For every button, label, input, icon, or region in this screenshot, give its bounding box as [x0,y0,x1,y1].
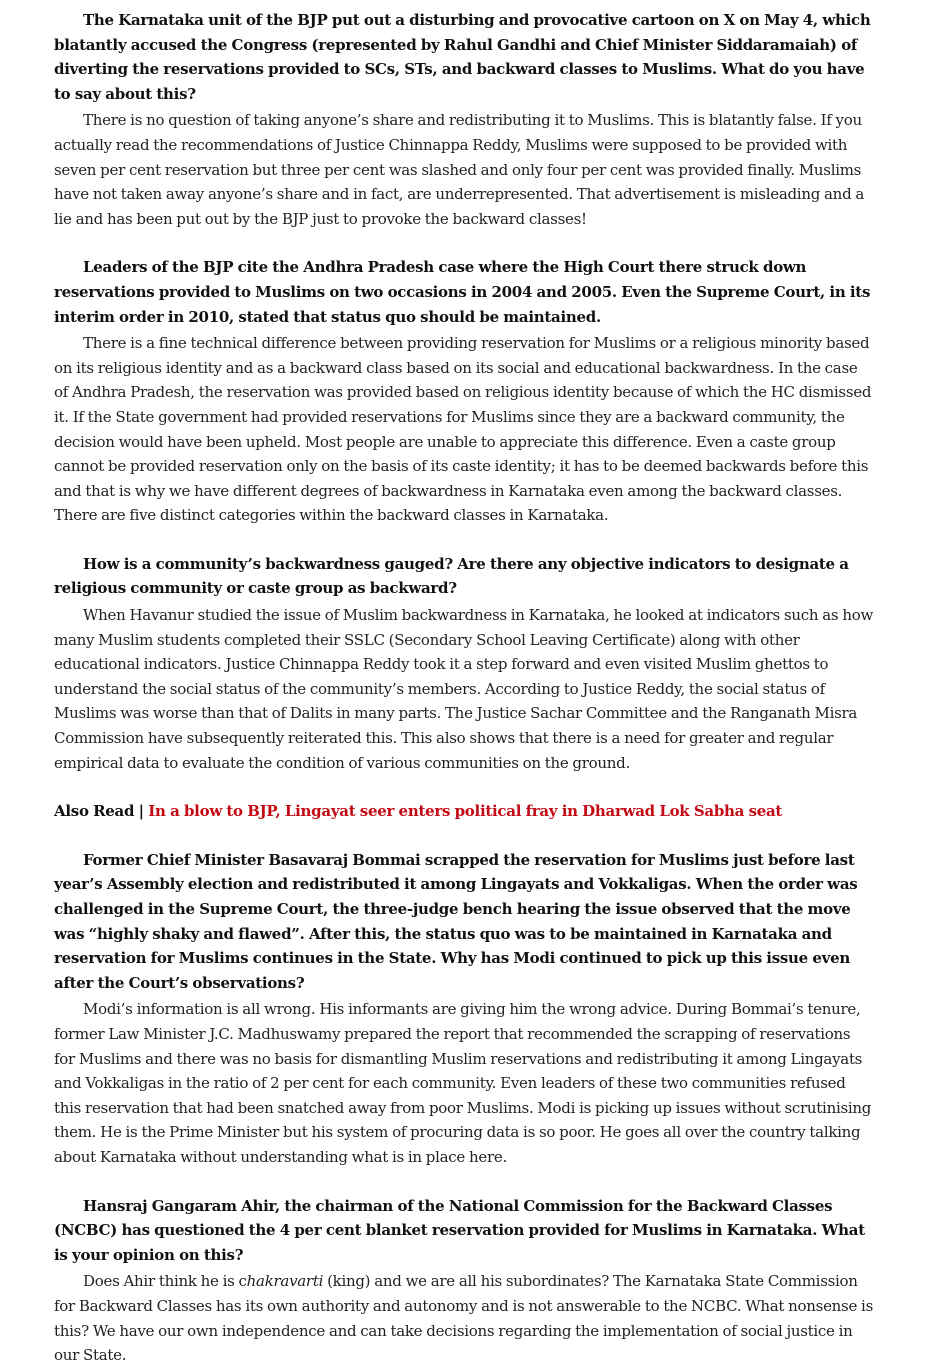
answer-2: There is a fine technical difference between providing reservation for Muslims or a religious minority based on its religious identity and as a backward class based on its social and educational backwardness. In the case of Andhra Pradesh, the reservation was provided based on religious identity because of which the HC dismissed it. If the State government had provided reservations for Muslims since they are a backward community, the decision would have been upheld. Most people are unable to appreciate this difference. Even a caste group cannot be provided reservation only on the basis of its caste identity; it has to be deemed backwards before this and that is why we have different degrees of backwardness in Karnataka even among the backward classes. There are five distinct categories within the backward classes in Karnataka. [54,334,872,525]
qa-block-1 [54,8,874,231]
answer-4: Modi’s information is all wrong. His informants are giving him the wrong advice. During Bommai’s tenure, former Law Minister J.C. Madhuswamy prepared the report that recommended the scrapping of reservations for Muslims and there was no basis for dismantling Muslim reservations and redistributing it among Lingayats and Vokkaligas in the ratio of 2 per cent for each community. Even leaders of these two communities refused this reservation that had been snatched away from poor Muslims. Modi is picking up issues without scrutinising them. He is the Prime Minister but his system of procuring data is so poor. He goes all over the country talking about Karnataka without understanding what is in place here. [54,1000,872,1166]
answer-1: There is no question of taking anyone’s share and redistributing it to Muslims. This is blatantly false. If you actually read the recommendations of Justice Chinnappa Reddy, Muslims were supposed to be provided with seven per cent reservation but three per cent was slashed and only four per cent was provided finally. Muslims have not taken away anyone’s share and in fact, are underrepresented. That advertisement is misleading and a lie and has been put out by the BJP just to provoke the backward classes! [54,111,865,228]
answer-5-part-1: Does Ahir think he is c [83,1272,247,1291]
answer-5 [54,1269,874,1367]
answer-5-italic-term: hakravarti [246,1272,324,1291]
question-4: Former Chief Minister Basavaraj Bommai scrapped the reservation for Muslims just before last year’s Assembly election and redistributed it among Lingayats and Vokkaligas. When the order was challenged in the Supreme Court, the three-judge bench hearing the issue observed that the move was “highly shaky and flawed”. After this, the status quo was to be maintained in Karnataka and reservation for Muslims continues in the State. Why has Modi continued to pick up this issue even after the Court’s observations? [54,850,858,992]
question-1: The Karnataka unit of the BJP put out a disturbing and provocative cartoon on X on May 4, which blatantly accused the Congress (represented by Rahul Gandhi and Chief Minister Siddaramaiah) of diverting the reservations provided to SCs, STs, and backward classes to Muslims. What do you have to say about this? [54,11,871,103]
qa-block-3 [54,552,874,775]
also-read-label: Also Read [54,802,135,821]
qa-block-5 [54,1194,874,1368]
question-3: How is a community’s backwardness gauged? Are there any objective indicators to designate a religious community or caste group as backward? [54,554,849,598]
also-read-link[interactable]: In a blow to BJP, Lingayat seer enters political fray in Dharwad Lok Sabha seat [148,802,783,821]
qa-block-4 [54,848,874,1170]
also-read-separator: | [134,802,149,821]
question-5: Hansraj Gangaram Ahir, the chairman of the National Commission for the Backward Classes (NCBC) has questioned the 4 per cent blanket reservation provided for Muslims in Karnataka. What is your opinion on this? [54,1196,865,1264]
qa-block-2 [54,255,874,528]
answer-5-part-2: (king) and we are all his subordinates? The Karnataka State Commission for Backward Classes has its own authority and autonomy and is not answerable to the NCBC. What nonsense is this? We have our own independence and can take decisions regarding the implementation of social justice in our State. [54,1272,873,1365]
answer-3: When Havanur studied the issue of Muslim backwardness in Karnataka, he looked at indicators such as how many Muslim students completed their SSLC (Secondary School Leaving Certificate) along with other educational indicators. Justice Chinnappa Reddy took it a step forward and even visited Muslim ghettos to understand the social status of the community’s members. According to Justice Reddy, the social status of Muslims was worse than that of Dalits in many parts. The Justice Sachar Committee and the Ranganath Misra Commission have subsequently reiterated this. This also shows that there is a need for greater and regular empirical data to evaluate the condition of various communities on the ground. [54,606,874,772]
also-read [54,799,874,824]
question-2: Leaders of the BJP cite the Andhra Pradesh case where the High Court there struck down reservations provided to Muslims on two occasions in 2004 and 2005. Even the Supreme Court, in its interim order in 2010, stated that status quo should be maintained. [54,258,871,326]
